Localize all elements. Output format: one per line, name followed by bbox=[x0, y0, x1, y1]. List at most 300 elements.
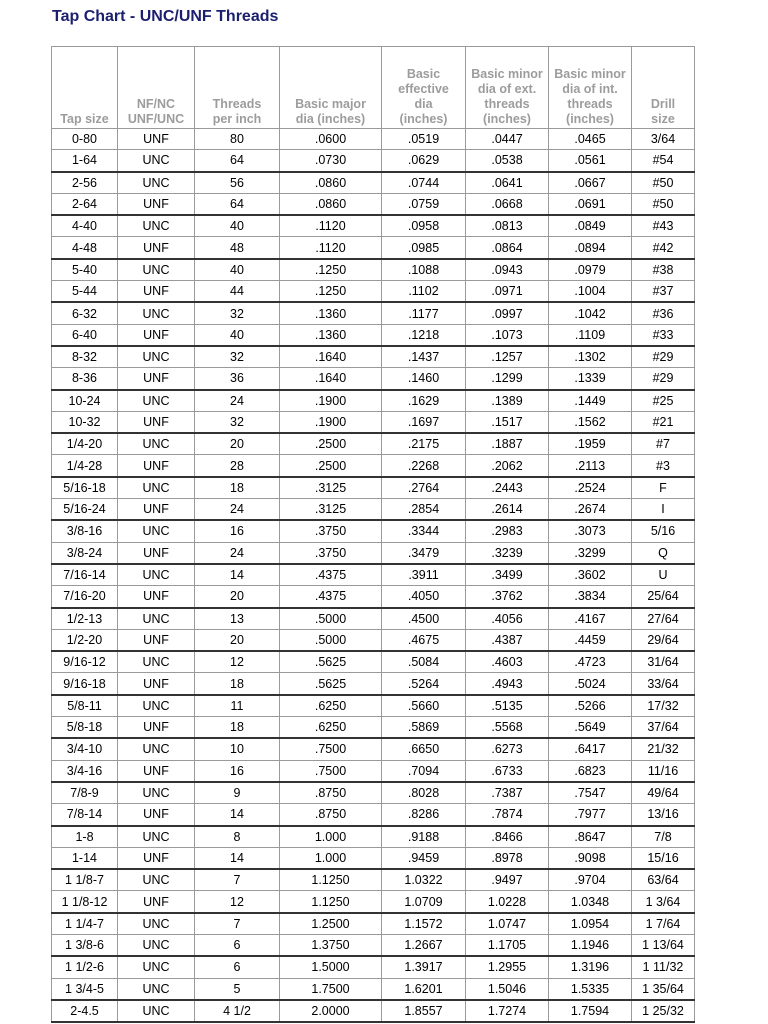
major-dia-cell: .6250 bbox=[280, 695, 382, 717]
drill-size-cell: 5/16 bbox=[632, 520, 695, 542]
series-cell: UNF bbox=[118, 804, 195, 826]
tap-size-cell: 5-40 bbox=[52, 259, 118, 281]
series-cell: UNC bbox=[118, 738, 195, 760]
effective-dia-cell: .3911 bbox=[382, 564, 466, 586]
tap-size-cell: 1 3/4-5 bbox=[52, 978, 118, 1000]
major-dia-cell: .2500 bbox=[280, 433, 382, 455]
effective-dia-cell: 1.8557 bbox=[382, 1000, 466, 1022]
minor-dia-ext-cell: .1299 bbox=[466, 368, 549, 390]
minor-dia-ext-cell: 1.2955 bbox=[466, 956, 549, 978]
minor-dia-ext-cell: .5568 bbox=[466, 717, 549, 739]
effective-dia-cell: 1.1572 bbox=[382, 913, 466, 935]
minor-dia-ext-cell: .2062 bbox=[466, 455, 549, 477]
effective-dia-cell: .0519 bbox=[382, 129, 466, 150]
effective-dia-cell: .0985 bbox=[382, 237, 466, 259]
minor-dia-int-cell: .0691 bbox=[549, 193, 632, 215]
table-row bbox=[52, 586, 695, 608]
threads-per-inch-cell: 14 bbox=[195, 847, 280, 869]
series-cell: UNF bbox=[118, 455, 195, 477]
table-row bbox=[52, 215, 695, 237]
tap-size-cell: 1/4-20 bbox=[52, 433, 118, 455]
table-row bbox=[52, 956, 695, 978]
major-dia-cell: .1900 bbox=[280, 390, 382, 412]
series-cell: UNC bbox=[118, 934, 195, 956]
header-row bbox=[52, 47, 695, 129]
header-thread-series: NF/NC UNF/UNC bbox=[118, 47, 195, 129]
minor-dia-int-cell: .1959 bbox=[549, 433, 632, 455]
tap-size-cell: 1 1/8-12 bbox=[52, 891, 118, 913]
table-row bbox=[52, 760, 695, 782]
effective-dia-cell: .2764 bbox=[382, 477, 466, 499]
tap-size-cell: 3/8-16 bbox=[52, 520, 118, 542]
minor-dia-int-cell: 1.0348 bbox=[549, 891, 632, 913]
drill-size-cell: 1 3/64 bbox=[632, 891, 695, 913]
effective-dia-cell: .4050 bbox=[382, 586, 466, 608]
drill-size-cell: #42 bbox=[632, 237, 695, 259]
threads-per-inch-cell: 8 bbox=[195, 826, 280, 848]
series-cell: UNC bbox=[118, 477, 195, 499]
tap-size-cell: 1-64 bbox=[52, 150, 118, 172]
series-cell: UNC bbox=[118, 302, 195, 324]
header-tap-size: Tap size bbox=[52, 47, 118, 129]
table-row bbox=[52, 695, 695, 717]
threads-per-inch-cell: 14 bbox=[195, 804, 280, 826]
minor-dia-int-cell: .8647 bbox=[549, 826, 632, 848]
threads-per-inch-cell: 13 bbox=[195, 608, 280, 630]
major-dia-cell: .1360 bbox=[280, 302, 382, 324]
table-row bbox=[52, 608, 695, 630]
effective-dia-cell: 1.3917 bbox=[382, 956, 466, 978]
major-dia-cell: .0730 bbox=[280, 150, 382, 172]
threads-per-inch-cell: 7 bbox=[195, 913, 280, 935]
table-row bbox=[52, 978, 695, 1000]
minor-dia-ext-cell: .5135 bbox=[466, 695, 549, 717]
series-cell: UNF bbox=[118, 542, 195, 564]
major-dia-cell: .1640 bbox=[280, 346, 382, 368]
table-row bbox=[52, 390, 695, 412]
major-dia-cell: .0600 bbox=[280, 129, 382, 150]
minor-dia-ext-cell: .7387 bbox=[466, 782, 549, 804]
minor-dia-int-cell: .0849 bbox=[549, 215, 632, 237]
drill-size-cell: 1 11/32 bbox=[632, 956, 695, 978]
table-row bbox=[52, 302, 695, 324]
series-cell: UNC bbox=[118, 564, 195, 586]
effective-dia-cell: .0744 bbox=[382, 172, 466, 194]
major-dia-cell: .1250 bbox=[280, 281, 382, 303]
tap-size-cell: 2-4.5 bbox=[52, 1000, 118, 1022]
table-row bbox=[52, 324, 695, 346]
series-cell: UNC bbox=[118, 869, 195, 891]
series-cell: UNF bbox=[118, 237, 195, 259]
threads-per-inch-cell: 32 bbox=[195, 411, 280, 433]
tap-chart-table bbox=[51, 46, 695, 1023]
table-row bbox=[52, 542, 695, 564]
tap-size-cell: 2-56 bbox=[52, 172, 118, 194]
tap-size-cell: 10-24 bbox=[52, 390, 118, 412]
drill-size-cell: #7 bbox=[632, 433, 695, 455]
threads-per-inch-cell: 6 bbox=[195, 934, 280, 956]
tap-size-cell: 5/16-18 bbox=[52, 477, 118, 499]
major-dia-cell: 1.1250 bbox=[280, 891, 382, 913]
effective-dia-cell: .1218 bbox=[382, 324, 466, 346]
effective-dia-cell: 1.0322 bbox=[382, 869, 466, 891]
tap-size-cell: 4-48 bbox=[52, 237, 118, 259]
effective-dia-cell: .8028 bbox=[382, 782, 466, 804]
threads-per-inch-cell: 48 bbox=[195, 237, 280, 259]
drill-size-cell: Q bbox=[632, 542, 695, 564]
table-row bbox=[52, 804, 695, 826]
minor-dia-int-cell: .3602 bbox=[549, 564, 632, 586]
table-row bbox=[52, 237, 695, 259]
minor-dia-int-cell: .6823 bbox=[549, 760, 632, 782]
drill-size-cell: #38 bbox=[632, 259, 695, 281]
series-cell: UNF bbox=[118, 760, 195, 782]
threads-per-inch-cell: 18 bbox=[195, 477, 280, 499]
minor-dia-ext-cell: .8466 bbox=[466, 826, 549, 848]
minor-dia-ext-cell: .0641 bbox=[466, 172, 549, 194]
table-row bbox=[52, 651, 695, 673]
minor-dia-int-cell: .5266 bbox=[549, 695, 632, 717]
table-row bbox=[52, 782, 695, 804]
major-dia-cell: .7500 bbox=[280, 760, 382, 782]
series-cell: UNF bbox=[118, 586, 195, 608]
drill-size-cell: #50 bbox=[632, 172, 695, 194]
series-cell: UNF bbox=[118, 193, 195, 215]
minor-dia-ext-cell: .4056 bbox=[466, 608, 549, 630]
minor-dia-int-cell: .3834 bbox=[549, 586, 632, 608]
minor-dia-int-cell: .0667 bbox=[549, 172, 632, 194]
effective-dia-cell: .5264 bbox=[382, 673, 466, 695]
threads-per-inch-cell: 40 bbox=[195, 259, 280, 281]
tap-size-cell: 1 1/4-7 bbox=[52, 913, 118, 935]
minor-dia-ext-cell: .3499 bbox=[466, 564, 549, 586]
major-dia-cell: .3125 bbox=[280, 477, 382, 499]
threads-per-inch-cell: 14 bbox=[195, 564, 280, 586]
minor-dia-int-cell: .1042 bbox=[549, 302, 632, 324]
major-dia-cell: .1640 bbox=[280, 368, 382, 390]
major-dia-cell: 1.1250 bbox=[280, 869, 382, 891]
drill-size-cell: I bbox=[632, 499, 695, 521]
effective-dia-cell: .0759 bbox=[382, 193, 466, 215]
drill-size-cell: 17/32 bbox=[632, 695, 695, 717]
drill-size-cell: #43 bbox=[632, 215, 695, 237]
minor-dia-int-cell: .1109 bbox=[549, 324, 632, 346]
minor-dia-int-cell: .5024 bbox=[549, 673, 632, 695]
minor-dia-ext-cell: .6273 bbox=[466, 738, 549, 760]
series-cell: UNF bbox=[118, 281, 195, 303]
drill-size-cell: #37 bbox=[632, 281, 695, 303]
series-cell: UNC bbox=[118, 608, 195, 630]
series-cell: UNF bbox=[118, 411, 195, 433]
major-dia-cell: .2500 bbox=[280, 455, 382, 477]
table-row bbox=[52, 368, 695, 390]
tap-size-cell: 1/2-20 bbox=[52, 629, 118, 651]
threads-per-inch-cell: 18 bbox=[195, 673, 280, 695]
minor-dia-ext-cell: .0971 bbox=[466, 281, 549, 303]
drill-size-cell: F bbox=[632, 477, 695, 499]
drill-size-cell: 37/64 bbox=[632, 717, 695, 739]
minor-dia-int-cell: .4459 bbox=[549, 629, 632, 651]
minor-dia-ext-cell: .9497 bbox=[466, 869, 549, 891]
major-dia-cell: .1120 bbox=[280, 215, 382, 237]
minor-dia-ext-cell: .3239 bbox=[466, 542, 549, 564]
tap-size-cell: 7/16-14 bbox=[52, 564, 118, 586]
threads-per-inch-cell: 44 bbox=[195, 281, 280, 303]
threads-per-inch-cell: 16 bbox=[195, 520, 280, 542]
minor-dia-ext-cell: .0813 bbox=[466, 215, 549, 237]
threads-per-inch-cell: 12 bbox=[195, 891, 280, 913]
minor-dia-ext-cell: .1257 bbox=[466, 346, 549, 368]
header-drill-size: Drill size bbox=[632, 47, 695, 129]
table-row bbox=[52, 193, 695, 215]
effective-dia-cell: .3479 bbox=[382, 542, 466, 564]
table-row bbox=[52, 1000, 695, 1022]
minor-dia-int-cell: .1449 bbox=[549, 390, 632, 412]
effective-dia-cell: .1177 bbox=[382, 302, 466, 324]
series-cell: UNC bbox=[118, 150, 195, 172]
drill-size-cell: 1 35/64 bbox=[632, 978, 695, 1000]
minor-dia-int-cell: 1.7594 bbox=[549, 1000, 632, 1022]
table-row bbox=[52, 477, 695, 499]
table-row bbox=[52, 869, 695, 891]
minor-dia-int-cell: 1.3196 bbox=[549, 956, 632, 978]
major-dia-cell: .5000 bbox=[280, 608, 382, 630]
effective-dia-cell: .1437 bbox=[382, 346, 466, 368]
major-dia-cell: .1900 bbox=[280, 411, 382, 433]
table-row bbox=[52, 934, 695, 956]
table-row bbox=[52, 259, 695, 281]
minor-dia-int-cell: .9704 bbox=[549, 869, 632, 891]
minor-dia-int-cell: .1339 bbox=[549, 368, 632, 390]
drill-size-cell: 27/64 bbox=[632, 608, 695, 630]
major-dia-cell: .0860 bbox=[280, 172, 382, 194]
major-dia-cell: .7500 bbox=[280, 738, 382, 760]
tap-size-cell: 7/8-14 bbox=[52, 804, 118, 826]
minor-dia-ext-cell: .2983 bbox=[466, 520, 549, 542]
major-dia-cell: 2.0000 bbox=[280, 1000, 382, 1022]
tap-size-cell: 7/16-20 bbox=[52, 586, 118, 608]
threads-per-inch-cell: 80 bbox=[195, 129, 280, 150]
drill-size-cell: U bbox=[632, 564, 695, 586]
threads-per-inch-cell: 32 bbox=[195, 346, 280, 368]
table-row bbox=[52, 520, 695, 542]
drill-size-cell: 21/32 bbox=[632, 738, 695, 760]
series-cell: UNC bbox=[118, 215, 195, 237]
tap-size-cell: 1-8 bbox=[52, 826, 118, 848]
drill-size-cell: 49/64 bbox=[632, 782, 695, 804]
minor-dia-int-cell: .0894 bbox=[549, 237, 632, 259]
drill-size-cell: #36 bbox=[632, 302, 695, 324]
minor-dia-ext-cell: 1.7274 bbox=[466, 1000, 549, 1022]
major-dia-cell: .4375 bbox=[280, 564, 382, 586]
series-cell: UNF bbox=[118, 324, 195, 346]
minor-dia-ext-cell: .1073 bbox=[466, 324, 549, 346]
tap-size-cell: 6-40 bbox=[52, 324, 118, 346]
series-cell: UNC bbox=[118, 520, 195, 542]
series-cell: UNC bbox=[118, 913, 195, 935]
minor-dia-ext-cell: .2614 bbox=[466, 499, 549, 521]
major-dia-cell: 1.5000 bbox=[280, 956, 382, 978]
minor-dia-ext-cell: .6733 bbox=[466, 760, 549, 782]
minor-dia-ext-cell: 1.0747 bbox=[466, 913, 549, 935]
tap-size-cell: 1 1/8-7 bbox=[52, 869, 118, 891]
minor-dia-int-cell: .2524 bbox=[549, 477, 632, 499]
minor-dia-ext-cell: .7874 bbox=[466, 804, 549, 826]
minor-dia-int-cell: .3073 bbox=[549, 520, 632, 542]
tap-size-cell: 1/2-13 bbox=[52, 608, 118, 630]
effective-dia-cell: .1088 bbox=[382, 259, 466, 281]
minor-dia-ext-cell: .0538 bbox=[466, 150, 549, 172]
minor-dia-ext-cell: .0447 bbox=[466, 129, 549, 150]
threads-per-inch-cell: 18 bbox=[195, 717, 280, 739]
threads-per-inch-cell: 40 bbox=[195, 215, 280, 237]
drill-size-cell: #29 bbox=[632, 368, 695, 390]
major-dia-cell: .8750 bbox=[280, 804, 382, 826]
minor-dia-ext-cell: .0668 bbox=[466, 193, 549, 215]
effective-dia-cell: .2175 bbox=[382, 433, 466, 455]
minor-dia-ext-cell: .4603 bbox=[466, 651, 549, 673]
major-dia-cell: .5000 bbox=[280, 629, 382, 651]
drill-size-cell: #54 bbox=[632, 150, 695, 172]
threads-per-inch-cell: 6 bbox=[195, 956, 280, 978]
effective-dia-cell: 1.2667 bbox=[382, 934, 466, 956]
table-row bbox=[52, 738, 695, 760]
minor-dia-int-cell: 1.5335 bbox=[549, 978, 632, 1000]
threads-per-inch-cell: 9 bbox=[195, 782, 280, 804]
tap-size-cell: 9/16-12 bbox=[52, 651, 118, 673]
major-dia-cell: .1250 bbox=[280, 259, 382, 281]
page-title: Tap Chart - UNC/UNF Threads bbox=[52, 8, 279, 25]
series-cell: UNC bbox=[118, 346, 195, 368]
major-dia-cell: .4375 bbox=[280, 586, 382, 608]
threads-per-inch-cell: 64 bbox=[195, 193, 280, 215]
tap-size-cell: 1/4-28 bbox=[52, 455, 118, 477]
series-cell: UNC bbox=[118, 172, 195, 194]
table-row bbox=[52, 172, 695, 194]
effective-dia-cell: .4675 bbox=[382, 629, 466, 651]
series-cell: UNF bbox=[118, 629, 195, 651]
threads-per-inch-cell: 12 bbox=[195, 651, 280, 673]
table-row bbox=[52, 129, 695, 150]
minor-dia-int-cell: .2113 bbox=[549, 455, 632, 477]
drill-size-cell: 13/16 bbox=[632, 804, 695, 826]
threads-per-inch-cell: 10 bbox=[195, 738, 280, 760]
effective-dia-cell: .5869 bbox=[382, 717, 466, 739]
effective-dia-cell: .2268 bbox=[382, 455, 466, 477]
threads-per-inch-cell: 20 bbox=[195, 433, 280, 455]
minor-dia-ext-cell: .3762 bbox=[466, 586, 549, 608]
series-cell: UNF bbox=[118, 891, 195, 913]
drill-size-cell: #50 bbox=[632, 193, 695, 215]
series-cell: UNC bbox=[118, 978, 195, 1000]
minor-dia-ext-cell: .0943 bbox=[466, 259, 549, 281]
series-cell: UNC bbox=[118, 390, 195, 412]
drill-size-cell: 63/64 bbox=[632, 869, 695, 891]
drill-size-cell: #21 bbox=[632, 411, 695, 433]
table-row bbox=[52, 629, 695, 651]
effective-dia-cell: .2854 bbox=[382, 499, 466, 521]
series-cell: UNC bbox=[118, 695, 195, 717]
threads-per-inch-cell: 24 bbox=[195, 390, 280, 412]
minor-dia-int-cell: 1.0954 bbox=[549, 913, 632, 935]
series-cell: UNF bbox=[118, 499, 195, 521]
series-cell: UNF bbox=[118, 717, 195, 739]
effective-dia-cell: .3344 bbox=[382, 520, 466, 542]
major-dia-cell: .3125 bbox=[280, 499, 382, 521]
major-dia-cell: .1120 bbox=[280, 237, 382, 259]
major-dia-cell: .8750 bbox=[280, 782, 382, 804]
major-dia-cell: 1.000 bbox=[280, 847, 382, 869]
header-threads-per-inch: Threads per inch bbox=[195, 47, 280, 129]
effective-dia-cell: .1697 bbox=[382, 411, 466, 433]
series-cell: UNC bbox=[118, 259, 195, 281]
threads-per-inch-cell: 24 bbox=[195, 542, 280, 564]
minor-dia-int-cell: .4167 bbox=[549, 608, 632, 630]
major-dia-cell: 1.000 bbox=[280, 826, 382, 848]
tap-size-cell: 1 3/8-6 bbox=[52, 934, 118, 956]
minor-dia-int-cell: .4723 bbox=[549, 651, 632, 673]
major-dia-cell: .3750 bbox=[280, 520, 382, 542]
table-row bbox=[52, 150, 695, 172]
tap-size-cell: 5/8-11 bbox=[52, 695, 118, 717]
series-cell: UNC bbox=[118, 782, 195, 804]
minor-dia-int-cell: .5649 bbox=[549, 717, 632, 739]
drill-size-cell: 29/64 bbox=[632, 629, 695, 651]
minor-dia-ext-cell: 1.1705 bbox=[466, 934, 549, 956]
minor-dia-ext-cell: .1389 bbox=[466, 390, 549, 412]
minor-dia-ext-cell: 1.5046 bbox=[466, 978, 549, 1000]
threads-per-inch-cell: 64 bbox=[195, 150, 280, 172]
series-cell: UNC bbox=[118, 433, 195, 455]
drill-size-cell: 1 13/64 bbox=[632, 934, 695, 956]
series-cell: UNF bbox=[118, 368, 195, 390]
minor-dia-int-cell: .0561 bbox=[549, 150, 632, 172]
drill-size-cell: 25/64 bbox=[632, 586, 695, 608]
tap-size-cell: 1-14 bbox=[52, 847, 118, 869]
series-cell: UNF bbox=[118, 673, 195, 695]
tap-size-cell: 3/4-16 bbox=[52, 760, 118, 782]
minor-dia-ext-cell: 1.0228 bbox=[466, 891, 549, 913]
effective-dia-cell: .1460 bbox=[382, 368, 466, 390]
series-cell: UNC bbox=[118, 956, 195, 978]
drill-size-cell: #29 bbox=[632, 346, 695, 368]
drill-size-cell: #3 bbox=[632, 455, 695, 477]
minor-dia-int-cell: .2674 bbox=[549, 499, 632, 521]
table-row bbox=[52, 826, 695, 848]
tap-size-cell: 4-40 bbox=[52, 215, 118, 237]
minor-dia-int-cell: .7547 bbox=[549, 782, 632, 804]
threads-per-inch-cell: 28 bbox=[195, 455, 280, 477]
table-row bbox=[52, 717, 695, 739]
effective-dia-cell: .9188 bbox=[382, 826, 466, 848]
minor-dia-int-cell: .6417 bbox=[549, 738, 632, 760]
series-cell: UNC bbox=[118, 826, 195, 848]
table-row bbox=[52, 433, 695, 455]
effective-dia-cell: .0629 bbox=[382, 150, 466, 172]
minor-dia-int-cell: .9098 bbox=[549, 847, 632, 869]
minor-dia-ext-cell: .1517 bbox=[466, 411, 549, 433]
threads-per-inch-cell: 56 bbox=[195, 172, 280, 194]
drill-size-cell: #33 bbox=[632, 324, 695, 346]
series-cell: UNF bbox=[118, 847, 195, 869]
tap-size-cell: 1 1/2-6 bbox=[52, 956, 118, 978]
series-cell: UNF bbox=[118, 129, 195, 150]
major-dia-cell: .1360 bbox=[280, 324, 382, 346]
tap-size-cell: 2-64 bbox=[52, 193, 118, 215]
tap-size-cell: 3/4-10 bbox=[52, 738, 118, 760]
table-row bbox=[52, 847, 695, 869]
minor-dia-int-cell: .1302 bbox=[549, 346, 632, 368]
